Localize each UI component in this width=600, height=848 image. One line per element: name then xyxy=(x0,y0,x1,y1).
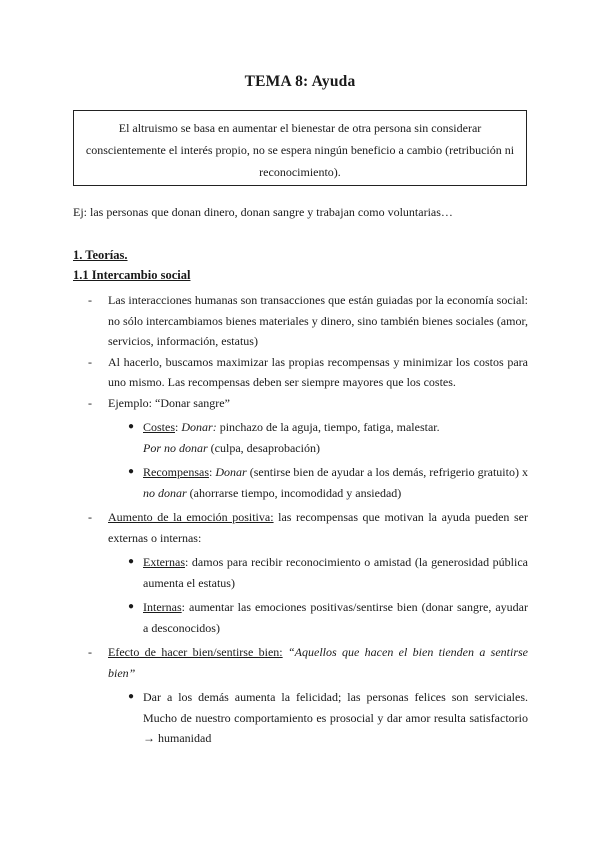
dash-bullet: - xyxy=(88,395,92,410)
list-item: - Efecto de hacer bien/sentirse bien: “Aquellos que hacen el bien tienden a sentirse bien” xyxy=(73,642,528,683)
dash-bullet: - xyxy=(88,510,92,524)
list-item: - Ejemplo: “Donar sangre” xyxy=(73,393,528,414)
bullet-dot: ● xyxy=(128,556,135,567)
dash-bullet: - xyxy=(88,293,92,307)
list-item: - Al hacerlo, buscamos maximizar las propias recompensas y minimizar los costos para uno mismo. Las recompensas deben ser siempre mayores que los costes. xyxy=(73,352,528,393)
dash-bullet: - xyxy=(88,645,92,659)
list-item: - Las interacciones humanas son transacciones que están guiadas por la economía social: no sólo intercambiamos bienes materiales y dinero, sino también bienes sociales (amor, servicios, información, estatus) xyxy=(73,290,528,352)
section-heading-theories: 1. Teorías. xyxy=(73,248,128,262)
definition-box xyxy=(73,110,527,186)
bullet-dot: ● xyxy=(128,466,135,477)
list-item: - Aumento de la emoción positiva: las recompensas que motivan la ayuda pueden ser externas o internas: xyxy=(73,507,528,548)
sub-list-item-recompensas: ● Recompensas: Donar (sentirse bien de ayudar a los demás, refrigerio gratuito) x no donar (ahorrarse tiempo, incomodidad y ansiedad) xyxy=(73,462,528,503)
bullet-dot: ● xyxy=(128,601,135,612)
sub-list-item-internas: ● Internas: aumentar las emociones positivas/sentirse bien (donar sangre, ayudar a desconocidos) xyxy=(73,597,528,638)
content-body xyxy=(73,290,528,749)
sub-list-item-happiness: ● Dar a los demás aumenta la felicidad; las personas felices son serviciales. Mucho de nuestro comportamiento es prosocial y dar amor resulta satisfactorio → humanidad xyxy=(73,687,528,749)
sub-list-item-externas: ● Externas: damos para recibir reconocimiento o amistad (la generosidad pública aumenta el estatus) xyxy=(73,552,528,593)
bullet-dot: ● xyxy=(128,691,135,702)
example-line: Ej: las personas que donan dinero, donan sangre y trabajan como voluntarias… xyxy=(73,205,453,219)
definition-text: El altruismo se basa en aumentar el bienestar de otra persona sin considerar conscientemente el interés propio, no se espera ningún beneficio a cambio (retribución ni reconocimiento). xyxy=(85,121,515,179)
bullet-dot: ● xyxy=(128,421,135,432)
page-title: TEMA 8: Ayuda xyxy=(244,73,356,90)
sub-list-item-costes: ● Costes: Donar: pinchazo de la aguja, tiempo, fatiga, malestar. Por no donar (culpa, desaprobación) xyxy=(73,417,528,458)
subsection-heading-social-exchange: 1.1 Intercambio social xyxy=(73,268,191,282)
dash-bullet: - xyxy=(88,354,92,369)
